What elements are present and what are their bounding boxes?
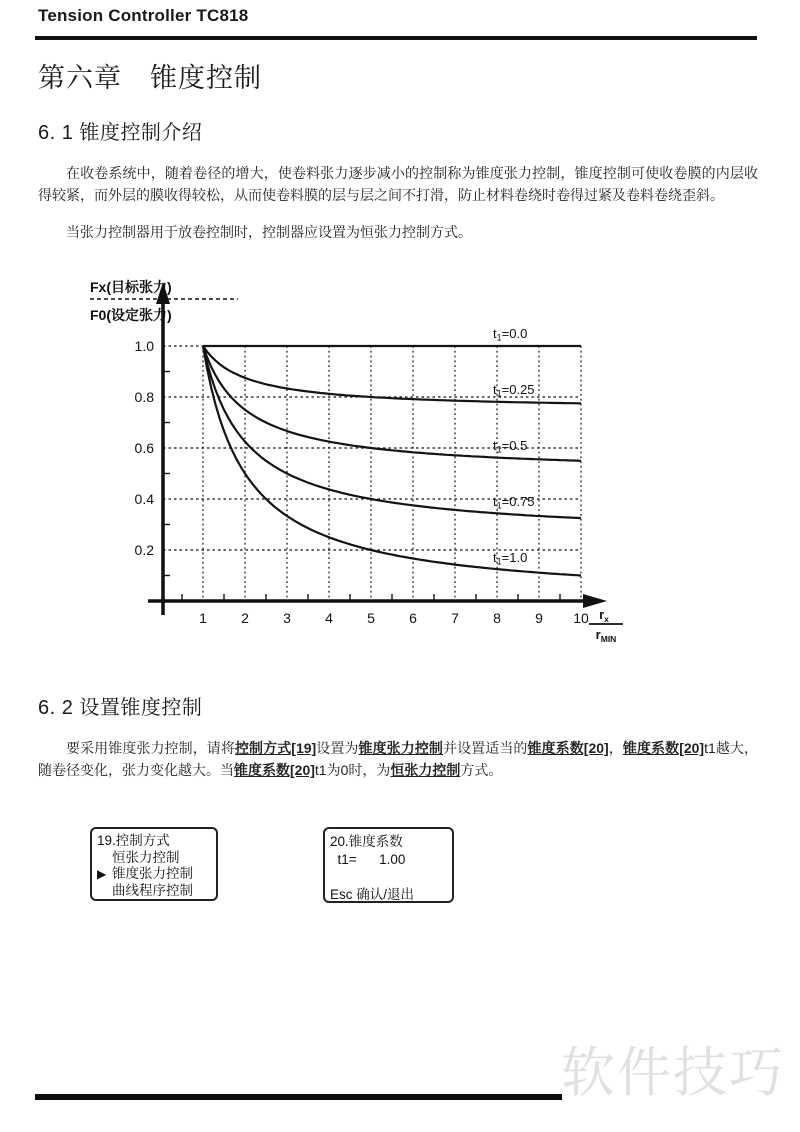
emphasized-term: 锥度系数[20]: [622, 740, 705, 756]
section-6-2-heading: 6. 2 设置锥度控制: [38, 697, 203, 719]
selection-pointer-icon: ▶: [97, 867, 107, 881]
footer-rule: [35, 1094, 562, 1100]
svg-text:0.4: 0.4: [134, 491, 154, 507]
pointer-spacer: [97, 883, 112, 900]
section-6-1-heading: 6. 1 锥度控制介绍: [38, 122, 203, 144]
menu-line-label: 曲线程序控制: [112, 882, 193, 898]
svg-text:t1=0.0: t1=0.0: [493, 326, 528, 343]
text-run: t1为0时，为: [314, 762, 391, 778]
emphasized-term: 锥度系数[20]: [527, 740, 609, 756]
chapter-title: 第六章 锥度控制: [38, 63, 262, 93]
emphasized-term: 锥度张力控制: [358, 740, 443, 756]
lcd-line: 20.锥度系数: [330, 834, 403, 849]
text-run: 方式。: [460, 762, 503, 778]
svg-text:1.0: 1.0: [134, 338, 154, 354]
menu-line-label: 19.控制方式: [97, 833, 170, 848]
svg-text:rMIN: $r_{MIN}$: [595, 627, 617, 644]
svg-text:Fx(目标张力): Fx(目标张力): [90, 279, 172, 295]
section-6-1-paragraph-2: 当张力控制器用于放卷控制时，控制器应设置为恒张力控制方式。: [66, 224, 472, 240]
taper-coefficient-panel: [323, 827, 454, 903]
header-rule: [35, 36, 757, 40]
svg-text:1: 1: [199, 610, 207, 626]
section-6-1-paragraph-1: 在收卷系统中，随着卷径的增大，使卷料张力逐步减小的控制称为锥度张力控制，锥度控制可使收卷膜的内层收得较紧，而外层的膜收得较松，从而使卷料膜的层与层之间不打滑，防止材料卷绕时卷得过紧及卷料卷绕歪斜。: [38, 165, 758, 203]
svg-text:10: 10: [573, 610, 589, 626]
svg-text:t1=0.75: t1=0.75: [493, 493, 535, 511]
pointer-spacer: [97, 850, 112, 867]
text-run: 要采用锥度张力控制，请将: [66, 740, 235, 756]
svg-text:t1=1.0: t1=1.0: [493, 549, 528, 567]
svg-text:F0(设定张力): F0(设定张力): [90, 307, 172, 323]
text-run: ，: [608, 740, 623, 756]
menu-line: [97, 866, 212, 883]
emphasized-term: 控制方式[19]: [234, 740, 317, 756]
menu-line: [97, 833, 212, 850]
taper-chart-svg: [55, 268, 700, 663]
watermark-text: 软件技巧: [561, 1043, 785, 1103]
document-title: Tension Controller TC818: [38, 6, 249, 25]
svg-text:6: 6: [409, 610, 417, 626]
svg-text:0.2: 0.2: [134, 542, 154, 558]
emphasized-term: 锥度系数[20]: [234, 762, 315, 778]
section-6-2-paragraph: [38, 737, 758, 781]
svg-text:0.6: 0.6: [134, 440, 154, 456]
svg-text:t1=0.5: t1=0.5: [493, 437, 528, 455]
text-run: 设置为: [316, 740, 359, 756]
lcd-line: Esc 确认/退出: [330, 886, 415, 902]
svg-text:3: 3: [283, 610, 291, 626]
svg-text:2: 2: [241, 610, 249, 626]
svg-text:8: 8: [493, 610, 501, 626]
svg-text:4: 4: [325, 610, 333, 626]
svg-text:5: 5: [367, 610, 375, 626]
emphasized-term: 恒张力控制: [390, 762, 461, 778]
menu-line: [97, 850, 212, 867]
lcd-line: [330, 868, 448, 886]
taper-tension-chart: [55, 268, 700, 663]
menu-line: [97, 883, 212, 900]
menu-line-label: 恒张力控制: [112, 849, 180, 865]
svg-text:rx: $r_x$: [599, 607, 609, 624]
menu-line-label: 锥度张力控制: [112, 866, 193, 881]
text-run: 并设置适当的: [443, 740, 528, 756]
svg-text:9: 9: [535, 610, 543, 626]
svg-text:7: 7: [451, 610, 459, 626]
svg-text:t1=0.25: t1=0.25: [493, 381, 535, 399]
svg-text:0.8: 0.8: [134, 389, 154, 405]
control-mode-menu-panel: [90, 827, 218, 901]
text-run: t1越大，随卷径变化，张力变化越大。当: [38, 740, 759, 778]
lcd-line: t1= 1.00: [330, 851, 406, 867]
